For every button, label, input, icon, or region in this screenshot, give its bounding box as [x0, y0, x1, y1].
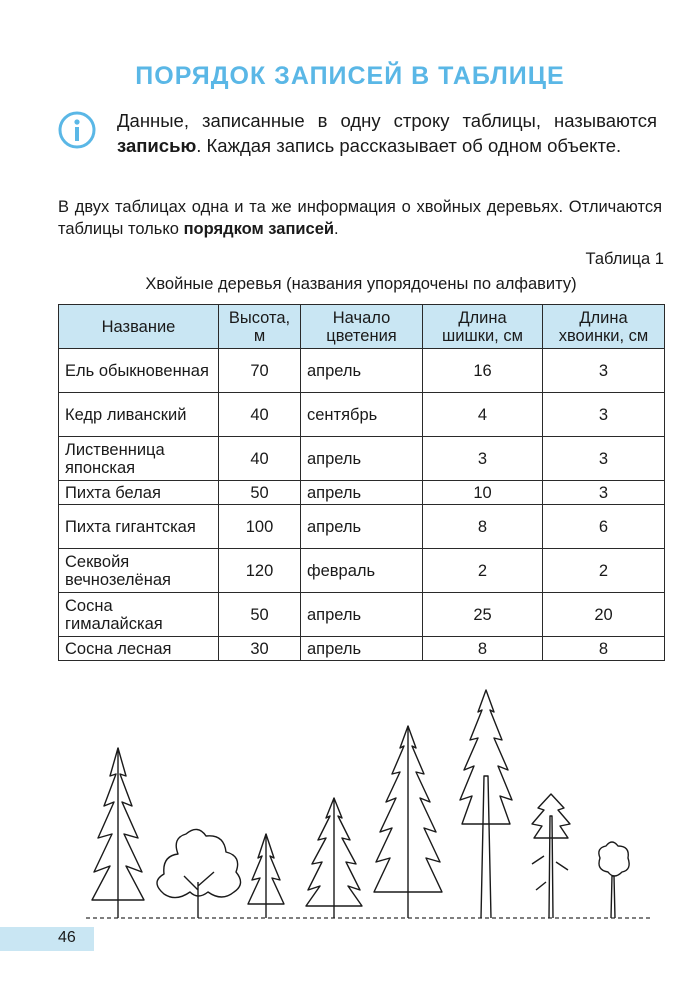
tree-spruce [92, 748, 144, 918]
column-header-needle: Длина хвоинки, см [543, 305, 665, 349]
bloom-cell: апрель [301, 437, 423, 481]
table-row [59, 437, 665, 481]
table-row [59, 481, 665, 505]
needle-length-cell: 3 [543, 481, 665, 505]
conifers-table [58, 304, 665, 661]
height-cell: 100 [219, 505, 301, 549]
tree-pine [532, 794, 570, 918]
tree-small-fir [248, 834, 284, 918]
bloom-cell: февраль [301, 549, 423, 593]
cone-length-cell: 4 [423, 393, 543, 437]
bloom-cell: апрель [301, 593, 423, 637]
table-row [59, 593, 665, 637]
tree-sequoia [460, 690, 512, 918]
needle-length-cell: 3 [543, 437, 665, 481]
tree-name-cell: Ель обыкновенная [59, 349, 219, 393]
tree-name-cell: Сосна лесная [59, 637, 219, 661]
column-header-cone: Длина шишки, см [423, 305, 543, 349]
needle-length-cell: 3 [543, 393, 665, 437]
tree-small-pine [599, 842, 629, 918]
tree-name-cell: Кедр ливанский [59, 393, 219, 437]
table-row [59, 637, 665, 661]
cone-length-cell: 8 [423, 637, 543, 661]
bloom-cell: апрель [301, 637, 423, 661]
conifer-trees-illustration [86, 686, 652, 922]
tree-name-cell: Сосна гималайская [59, 593, 219, 637]
tree-cedar [157, 829, 241, 918]
page-title: ПОРЯДОК ЗАПИСЕЙ В ТАБЛИЦЕ [135, 62, 565, 90]
cone-length-cell: 3 [423, 437, 543, 481]
needle-length-cell: 20 [543, 593, 665, 637]
bloom-cell: апрель [301, 349, 423, 393]
table-row [59, 549, 665, 593]
height-cell: 40 [219, 393, 301, 437]
table-caption: Хвойные деревья (названия упорядочены по алфавиту) [145, 275, 577, 293]
bloom-cell: апрель [301, 481, 423, 505]
table-row [59, 393, 665, 437]
info-icon [58, 111, 96, 149]
bloom-cell: сентябрь [301, 393, 423, 437]
cone-length-cell: 25 [423, 593, 543, 637]
height-cell: 40 [219, 437, 301, 481]
page-number-tab [0, 927, 94, 951]
height-cell: 50 [219, 593, 301, 637]
tree-medium-fir [306, 798, 362, 918]
column-header-bloom: Начало цветения [301, 305, 423, 349]
tree-name-cell: Лиственница японская [59, 437, 219, 481]
bloom-cell: апрель [301, 505, 423, 549]
needle-length-cell: 8 [543, 637, 665, 661]
column-header-name: Название [59, 305, 219, 349]
intro-paragraph: В двух таблицах одна и та же информация о хвойных деревьях. Отличаются таблицы только порядком записей. [58, 198, 662, 238]
table-number-label: Таблица 1 [585, 250, 664, 268]
height-cell: 70 [219, 349, 301, 393]
needle-length-cell: 2 [543, 549, 665, 593]
tree-name-cell: Секвойя вечнозелёная [59, 549, 219, 593]
page-number: 46 [58, 929, 76, 946]
tree-tall-spruce [374, 726, 442, 918]
term-record-order: порядком записей [183, 220, 335, 238]
table-row [59, 349, 665, 393]
definition-text: Данные, записанные в одну строку таблицы, называются записью. Каждая запись рассказывает об одном объекте. [117, 110, 657, 156]
height-cell: 120 [219, 549, 301, 593]
needle-length-cell: 3 [543, 349, 665, 393]
tree-name-cell: Пихта гигантская [59, 505, 219, 549]
cone-length-cell: 2 [423, 549, 543, 593]
cone-length-cell: 10 [423, 481, 543, 505]
term-record: записью [117, 135, 197, 156]
column-header-height: Высота, м [219, 305, 301, 349]
cone-length-cell: 8 [423, 505, 543, 549]
height-cell: 30 [219, 637, 301, 661]
table-header-row [59, 305, 665, 349]
cone-length-cell: 16 [423, 349, 543, 393]
table-row [59, 505, 665, 549]
tree-name-cell: Пихта белая [59, 481, 219, 505]
needle-length-cell: 6 [543, 505, 665, 549]
height-cell: 50 [219, 481, 301, 505]
